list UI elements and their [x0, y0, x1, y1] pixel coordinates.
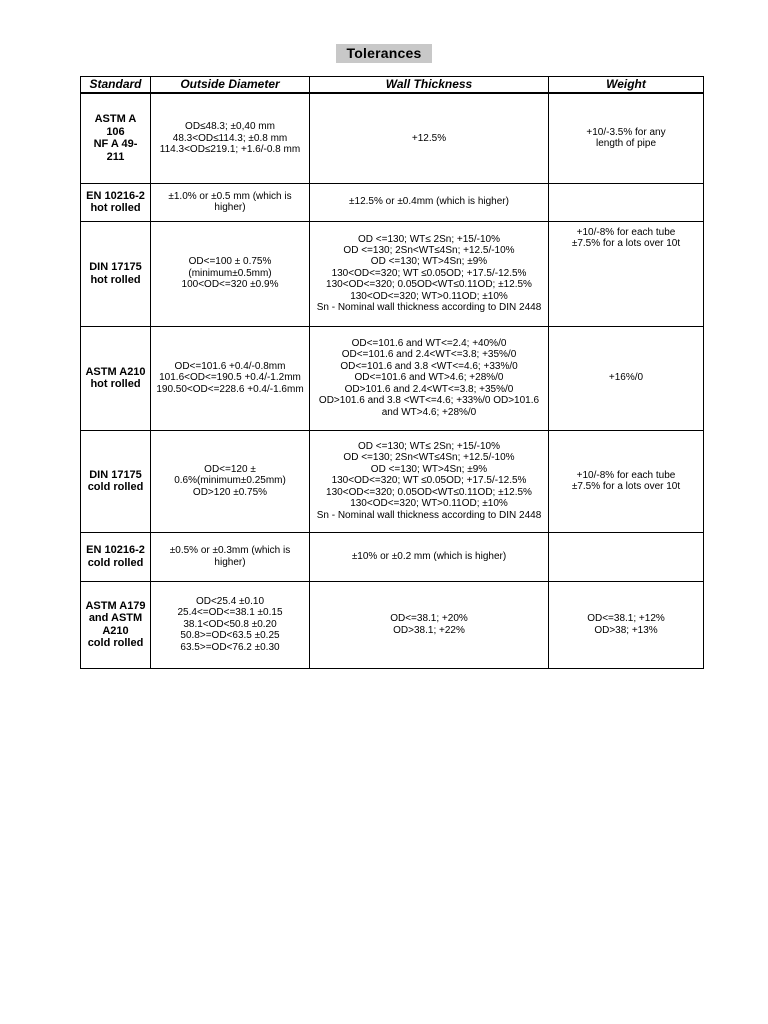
cell-line: OD <=130; 2Sn<WT≤4Sn; +12.5/-10% [343, 452, 515, 464]
cell-line: ±0.5% or ±0.3mm (which is [169, 545, 291, 557]
cell-line: 211 [106, 150, 125, 163]
cell-wall-thickness [310, 183, 549, 221]
cell-line: 130<OD<=320; WT ≤0.05OD; +17.5/-12.5% [331, 267, 527, 279]
cell-line: 0.6%(minimum±0.25mm) [174, 475, 286, 487]
cell-line: OD>101.6 and 3.8 <WT<=4.6; +33%/0 OD>101.6 [318, 395, 540, 407]
cell-line: ±12.5% or ±0.4mm (which is higher) [349, 196, 509, 208]
cell-line: 130<OD<=320; WT ≤0.05OD; +17.5/-12.5% [331, 475, 527, 487]
cell-line: ASTM A210 [85, 365, 146, 378]
cell-line: ±10% or ±0.2 mm (which is higher) [351, 550, 507, 562]
cell-line: 130<OD<=320; 0.05OD<WT≤0.11OD; ±12.5% [326, 279, 532, 291]
cell-line: ±7.5% for a lots over 10t [571, 237, 681, 249]
table-row [81, 326, 704, 430]
cell-outside-diameter [151, 183, 310, 221]
cell-standard [81, 430, 151, 532]
header-row [81, 77, 704, 94]
cell-standard [81, 183, 151, 221]
table-row [81, 430, 704, 532]
cell-line: cold rolled [87, 556, 144, 569]
header-outside-diameter: Outside Diameter [151, 77, 310, 94]
cell-wall-thickness [310, 581, 549, 668]
cell-line: OD<=38.1; +12% [587, 613, 665, 625]
cell-standard [81, 581, 151, 668]
tolerances-table [80, 76, 704, 669]
cell-line: Sn - Nominal wall thickness according to DIN 2448 [316, 509, 542, 521]
cell-weight [549, 221, 704, 326]
cell-wall-thickness [310, 221, 549, 326]
cell-line: +16%/0 [608, 372, 644, 384]
cell-line: 50.8>=OD<63.5 ±0.25 [180, 630, 280, 642]
header-standard: Standard [81, 77, 151, 94]
cell-line: OD>120 ±0.75% [192, 486, 268, 498]
cell-line: NF A 49- [93, 138, 138, 151]
cell-line: OD>38; +13% [594, 624, 658, 636]
cell-line: and ASTM [88, 612, 143, 624]
cell-wall-thickness [310, 532, 549, 581]
cell-line: cold rolled [87, 637, 144, 649]
cell-weight [549, 430, 704, 532]
cell-standard [81, 93, 151, 183]
cell-line: higher) [214, 556, 246, 568]
cell-line: 130<OD<=320; 0.05OD<WT≤0.11OD; ±12.5% [326, 486, 532, 498]
cell-standard [81, 532, 151, 581]
cell-line: hot rolled [90, 273, 141, 286]
cell-line: OD<=101.6 +0.4/-0.8mm [174, 360, 286, 372]
cell-line: 114.3<OD≤219.1; +1.6/-0.8 mm [159, 143, 301, 155]
cell-wall-thickness [310, 430, 549, 532]
cell-standard [81, 326, 151, 430]
cell-outside-diameter [151, 93, 310, 183]
cell-weight [549, 183, 704, 221]
cell-line: OD <=130; WT>4Sn; ±9% [370, 256, 488, 268]
cell-line: OD<25.4 ±0.10 [195, 595, 265, 607]
cell-line: A210 [102, 624, 129, 637]
cell-line: ±1.0% or ±0.5 mm (which is [168, 190, 292, 202]
cell-line: OD<=101.6 and 3.8 <WT<=4.6; +33%/0 [340, 360, 518, 372]
cell-line: 190.50<OD<=228.6 +0.4/-1.6mm [156, 383, 304, 395]
cell-wall-thickness [310, 93, 549, 183]
cell-line: ASTM A [94, 113, 137, 126]
cell-line: OD<=101.6 and WT<=2.4; +40%/0 [351, 338, 507, 350]
table-row [81, 221, 704, 326]
cell-outside-diameter [151, 326, 310, 430]
table-row [81, 581, 704, 668]
cell-line: EN 10216-2 [86, 544, 145, 556]
cell-line: hot rolled [90, 202, 141, 214]
header-weight: Weight [549, 77, 704, 94]
cell-line: 38.1<OD<50.8 ±0.20 [183, 618, 277, 630]
table-row [81, 532, 704, 581]
cell-weight [549, 532, 704, 581]
cell-line: hot rolled [90, 378, 141, 390]
cell-line: 100<OD<=320 ±0.9% [181, 279, 279, 291]
cell-line: OD≤48.3; ±0,40 mm [185, 121, 275, 133]
cell-outside-diameter [151, 221, 310, 326]
cell-line: OD <=130; WT>4Sn; ±9% [370, 463, 488, 475]
cell-line: DIN 17175 [89, 261, 142, 273]
cell-weight [549, 93, 704, 183]
cell-line: OD>101.6 and 2.4<WT<=3.8; +35%/0 [344, 383, 514, 395]
table-row [81, 183, 704, 221]
cell-line: +10/-8% for each tube [576, 469, 676, 481]
cell-line: (minimum±0.5mm) [188, 267, 272, 279]
cell-line: DIN 17175 [89, 468, 142, 481]
cell-line: OD <=130; WT≤ 2Sn; +15/-10% [358, 233, 500, 245]
cell-line: higher) [214, 202, 246, 213]
cell-line: ASTM A179 [85, 599, 146, 612]
cell-line: OD <=130; 2Sn<WT≤4Sn; +12.5/-10% [343, 244, 515, 256]
cell-line: OD<=101.6 and 2.4<WT<=3.8; +35%/0 [341, 349, 517, 361]
cell-line: OD<=100 ± 0.75% [188, 256, 272, 268]
cell-weight [549, 326, 704, 430]
cell-line: 130<OD<=320; WT>0.11OD; ±10% [350, 498, 508, 510]
cell-line: 48.3<OD≤114.3; ±0.8 mm [172, 132, 288, 144]
cell-line: 63.5>=OD<76.2 ±0.30 [180, 641, 280, 653]
cell-line: ±7.5% for a lots over 10t [571, 481, 681, 492]
cell-line: OD<=38.1; +20% [390, 613, 468, 625]
cell-line: +12.5% [411, 132, 447, 144]
cell-line: OD<=120 ± [204, 463, 256, 475]
cell-line: OD <=130; WT≤ 2Sn; +15/-10% [358, 441, 500, 453]
title-wrapper [0, 44, 768, 63]
cell-line: EN 10216-2 [86, 189, 145, 202]
table-body [81, 93, 704, 668]
cell-weight [549, 581, 704, 668]
cell-line: and WT>4.6; +28%/0 [381, 406, 477, 418]
cell-wall-thickness [310, 326, 549, 430]
cell-line: Sn - Nominal wall thickness according to DIN 2448 [316, 302, 542, 314]
cell-line: cold rolled [87, 481, 144, 493]
cell-line: 106 [106, 125, 125, 138]
cell-outside-diameter [151, 532, 310, 581]
cell-outside-diameter [151, 430, 310, 532]
page-title: Tolerances [336, 44, 433, 63]
cell-line: 101.6<OD<=190.5 +0.4/-1.2mm [159, 372, 301, 384]
header-wall-thickness: Wall Thickness [310, 77, 549, 94]
cell-line: +10/-8% for each tube [576, 226, 676, 238]
cell-line: 130<OD<=320; WT>0.11OD; ±10% [350, 290, 508, 302]
cell-line: length of pipe [595, 138, 657, 150]
cell-line: 25.4<=OD<=38.1 ±0.15 [177, 607, 283, 619]
cell-line: +10/-3.5% for any [586, 126, 666, 138]
table-row [81, 93, 704, 183]
cell-outside-diameter [151, 581, 310, 668]
cell-line: OD>38.1; +22% [393, 624, 465, 636]
cell-standard [81, 221, 151, 326]
cell-line: OD<=101.6 and WT>4.6; +28%/0 [354, 372, 504, 384]
